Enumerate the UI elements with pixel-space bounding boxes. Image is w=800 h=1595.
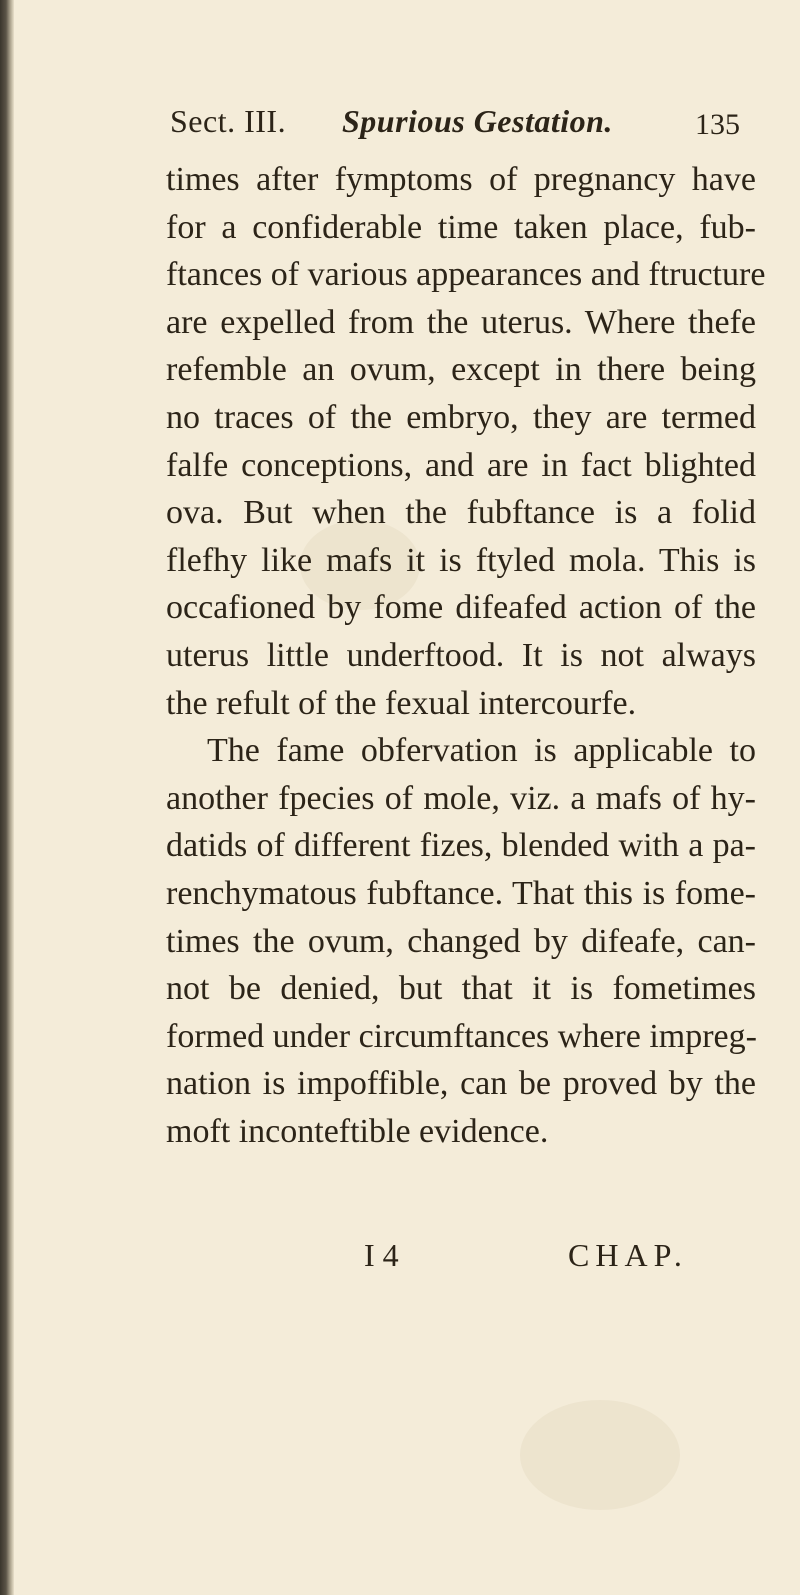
text-line: falfe conceptions, and are in fact blighted <box>166 446 756 484</box>
text-line: are expelled from the uterus. Where thefe <box>166 303 756 341</box>
text-line: another fpecies of mole, viz. a mafs of hy- <box>166 779 756 817</box>
page-footer <box>364 1230 724 1280</box>
text-line: times after fymptoms of pregnancy have <box>166 161 756 198</box>
running-head <box>170 96 750 146</box>
text-line: The fame obfervation is applicable to <box>207 732 756 770</box>
text-line: the refult of the fexual intercourfe. <box>166 684 637 722</box>
text-line: moft inconteftible evidence. <box>166 1112 549 1150</box>
text-line: nation is impoffible, can be proved by the <box>166 1065 756 1103</box>
page-number: 135 <box>695 108 740 141</box>
text-line: occafioned by fome difeafed action of the <box>166 589 756 627</box>
paragraph-2 <box>166 727 756 1155</box>
text-line: ova. But when the fubftance is a folid <box>166 494 756 532</box>
paper-stain <box>520 1400 680 1510</box>
text-line: for a confiderable time taken place, fub- <box>166 208 756 246</box>
text-line: refemble an ovum, except in there being <box>166 351 756 389</box>
paragraph-1 <box>166 156 766 727</box>
signature-mark: I 4 <box>364 1237 399 1273</box>
text-line: not be denied, but that it is fometimes <box>166 970 756 1008</box>
spine-shadow <box>0 0 14 1595</box>
chapter-title: Spurious Gestation. <box>342 103 613 139</box>
text-line: no traces of the embryo, they are termed <box>166 398 756 436</box>
text-line: uterus little underftood. It is not always <box>166 636 756 674</box>
text-line: datids of different fizes, blended with a pa- <box>166 827 756 865</box>
text-line: times the ovum, changed by difeafe, can- <box>166 922 756 960</box>
section-label: Sect. III. <box>170 103 287 139</box>
body-text <box>166 156 766 1155</box>
catchword: CHAP. <box>568 1237 688 1273</box>
text-line: formed under circumftances where impreg- <box>166 1017 757 1055</box>
text-line: flefhy like mafs it is ftyled mola. This is <box>166 541 756 579</box>
text-line: renchymatous fubftance. That this is fome- <box>166 874 756 912</box>
text-line: ftances of various appearances and ftructure <box>166 256 766 294</box>
